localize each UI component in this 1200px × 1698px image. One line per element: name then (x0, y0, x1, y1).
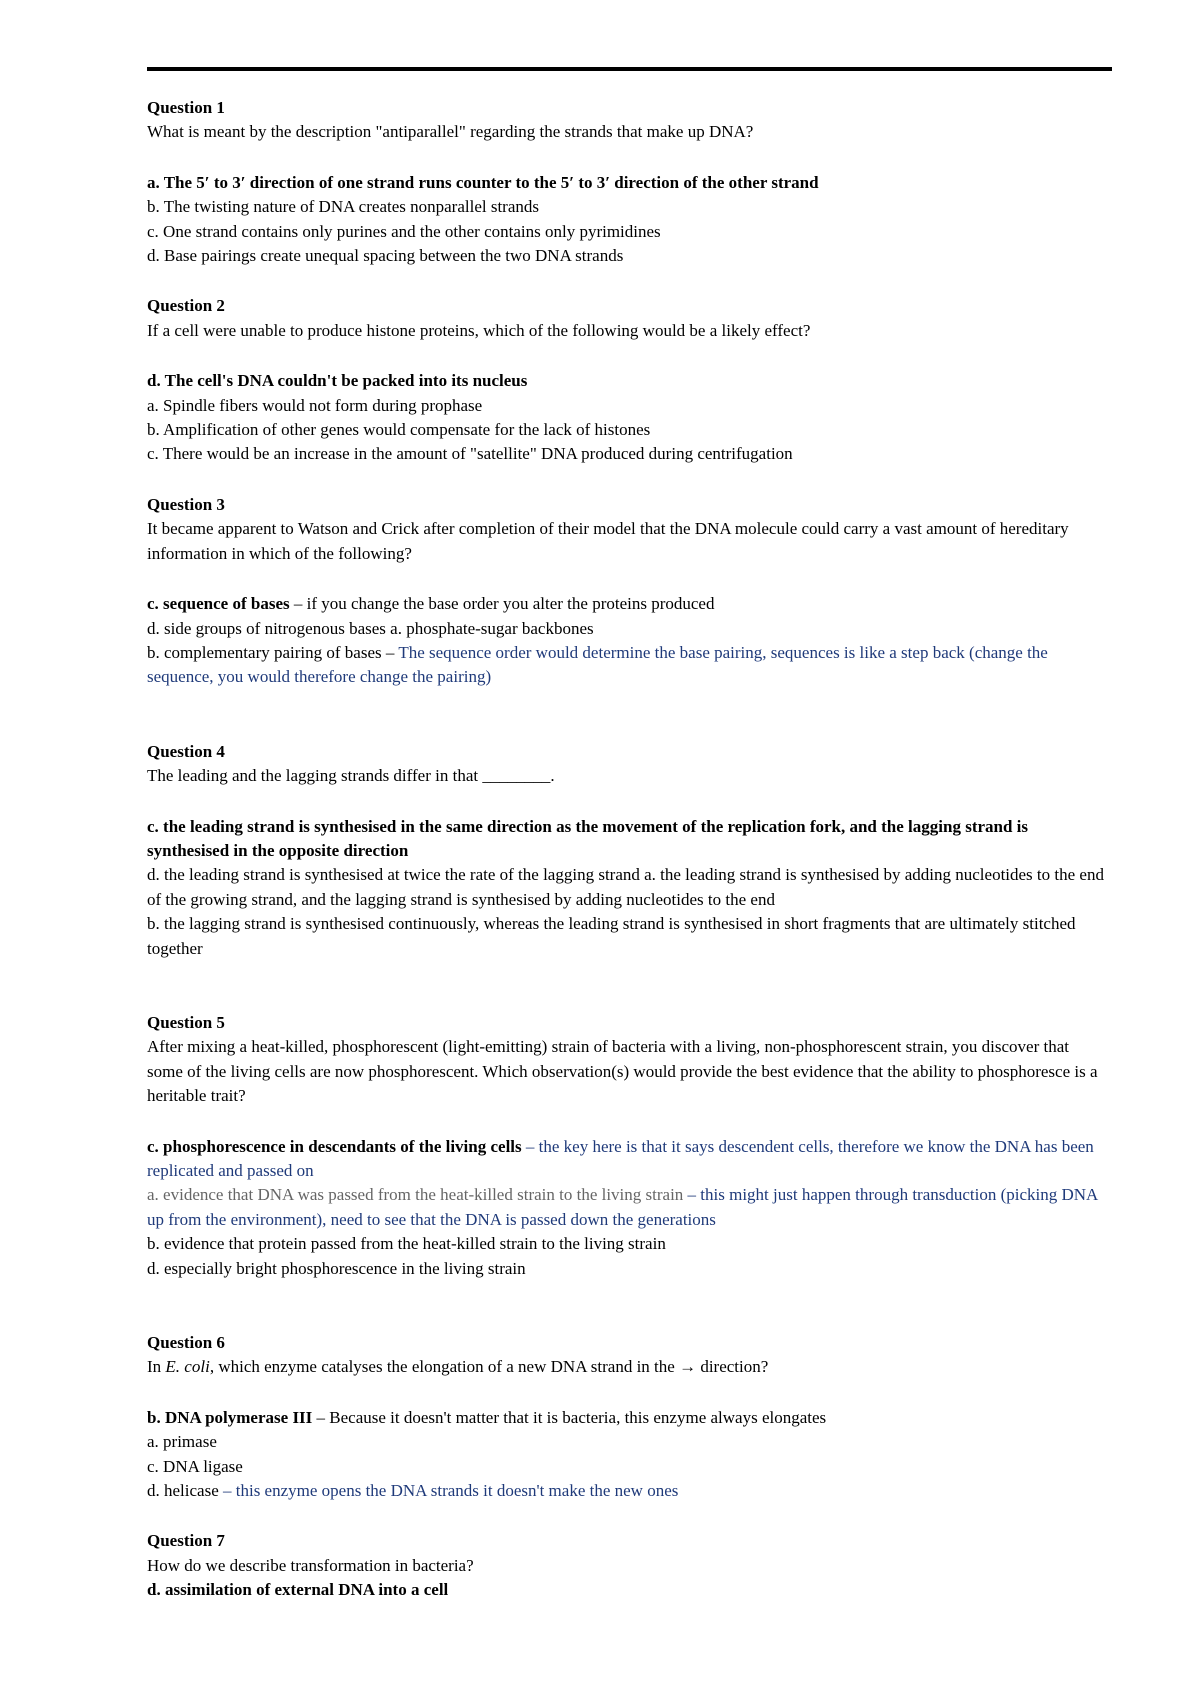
question-3-text: It became apparent to Watson and Crick after completion of their model that the DNA molecule could carry a vast amount of hereditary information in which of the following? (147, 519, 1069, 563)
question-5-correct-label: c. phosphorescence in descendants of the living cells (147, 1136, 522, 1156)
question-1-correct-answer: a. The 5ʹ to 3ʹ direction of one strand runs counter to the 5ʹ to 3ʹ direction of the other strand (147, 172, 819, 192)
question-1-option-b: b. The twisting nature of DNA creates nonparallel strands (147, 197, 539, 217)
question-6-correct-label: b. DNA polymerase III (147, 1407, 313, 1427)
question-7-correct-answer: d. assimilation of external DNA into a cell (147, 1580, 449, 1600)
question-2-title: Question 2 (147, 296, 225, 316)
question-5-option-a-note: – this might just happen through transduction (picking DNA up from the environment), need to see that the DNA is passed down the generations (147, 1185, 1098, 1229)
question-7-title: Question 7 (147, 1531, 225, 1551)
question-6-correct-answer (147, 1406, 1107, 1430)
question-3-correct-note: – if you change the base order you alter the proteins produced (289, 594, 715, 614)
question-5-text: After mixing a heat-killed, phosphorescent (light-emitting) strain of bacteria with a living, non-phosphorescent strain, you discover that some of the living cells are now phosphorescent. Which observation(s) would provide the best evidence that the ability to phosphoresce is a heritable trait? (147, 1037, 1098, 1106)
header-rule (147, 67, 1112, 71)
question-6-correct-note: – Because it doesn't matter that it is bacteria, this enzyme always elongates (312, 1407, 827, 1427)
question-3-correct-answer (147, 592, 1107, 616)
question-1-text: What is meant by the description "antiparallel" regarding the strands that make up DNA? (147, 122, 754, 142)
question-5-correct-note: – the key here is that it says descendent cells, therefore we know the DNA has been replicated and passed on (147, 1136, 1094, 1180)
question-6-title: Question 6 (147, 1333, 225, 1353)
question-4-correct-answer: c. the leading strand is synthesised in the same direction as the movement of the replication fork, and the lagging strand is synthesised in the opposite direction (147, 816, 1029, 860)
question-5-correct-answer (147, 1135, 1107, 1184)
question-6-option-d-note: – this enzyme opens the DNA strands it doesn't make the new ones (218, 1481, 679, 1501)
question-2-text: If a cell were unable to produce histone proteins, which of the following would be a likely effect? (147, 320, 811, 340)
question-3-option-b-label: b. complementary pairing of bases – (147, 642, 399, 662)
question-5-option-a-label: a. evidence that DNA was passed from the heat-killed strain to the living strain (147, 1185, 684, 1205)
question-5-title: Question 5 (147, 1012, 225, 1032)
question-5-option-b: b. evidence that protein passed from the heat-killed strain to the living strain (147, 1234, 666, 1254)
question-4-option-d-a: d. the leading strand is synthesised at twice the rate of the lagging strand a. the leading strand is synthesised by adding nucleotides to the end of the growing strand, and the lagging strand is synthesised by adding nucleotides to the end (147, 865, 1104, 909)
question-5-option-d: d. especially bright phosphorescence in the living strain (147, 1258, 526, 1278)
question-1-option-d: d. Base pairings create unequal spacing between the two DNA strands (147, 246, 624, 266)
question-2-option-a: a. Spindle fibers would not form during prophase (147, 395, 483, 415)
question-6-option-a: a. primase (147, 1432, 217, 1452)
question-2-correct-answer: d. The cell's DNA couldn't be packed into its nucleus (147, 371, 528, 391)
question-3-title: Question 3 (147, 494, 225, 514)
question-6-option-c: c. DNA ligase (147, 1456, 243, 1476)
question-3-option-d-a: d. side groups of nitrogenous bases a. phosphate-sugar backbones (147, 618, 594, 638)
question-1-option-c: c. One strand contains only purines and the other contains only pyrimidines (147, 221, 661, 241)
question-6-text-post: , which enzyme catalyses the elongation of a new DNA strand in the → direction? (209, 1357, 769, 1377)
question-4-text: The leading and the lagging strands differ in that ________. (147, 766, 555, 786)
question-3-option-b-note: The sequence order would determine the base pairing, sequences is like a step back (change the sequence, you would therefore change the pairing) (147, 642, 1048, 687)
question-7-text: How do we describe transformation in bacteria? (147, 1555, 474, 1575)
document-body (147, 96, 1107, 1603)
question-3-correct-label: c. sequence of bases (147, 594, 290, 614)
question-4-option-b: b. the lagging strand is synthesised continuously, whereas the leading strand is synthesised in short fragments that are ultimately stitched together (147, 914, 1076, 958)
question-6-text-species: E. coli (165, 1357, 210, 1377)
question-2-option-c: c. There would be an increase in the amount of "satellite" DNA produced during centrifugation (147, 444, 793, 464)
question-2-option-b: b. Amplification of other genes would compensate for the lack of histones (147, 420, 651, 440)
question-6-option-d (147, 1479, 1107, 1503)
question-5-option-a (147, 1183, 1107, 1232)
question-6-text (147, 1355, 1107, 1379)
question-6-text-pre: In (147, 1357, 166, 1377)
question-1-title: Question 1 (147, 98, 225, 117)
question-3-option-b (147, 641, 1107, 690)
question-6-option-d-label: d. helicase (147, 1481, 219, 1501)
question-4-title: Question 4 (147, 741, 225, 761)
